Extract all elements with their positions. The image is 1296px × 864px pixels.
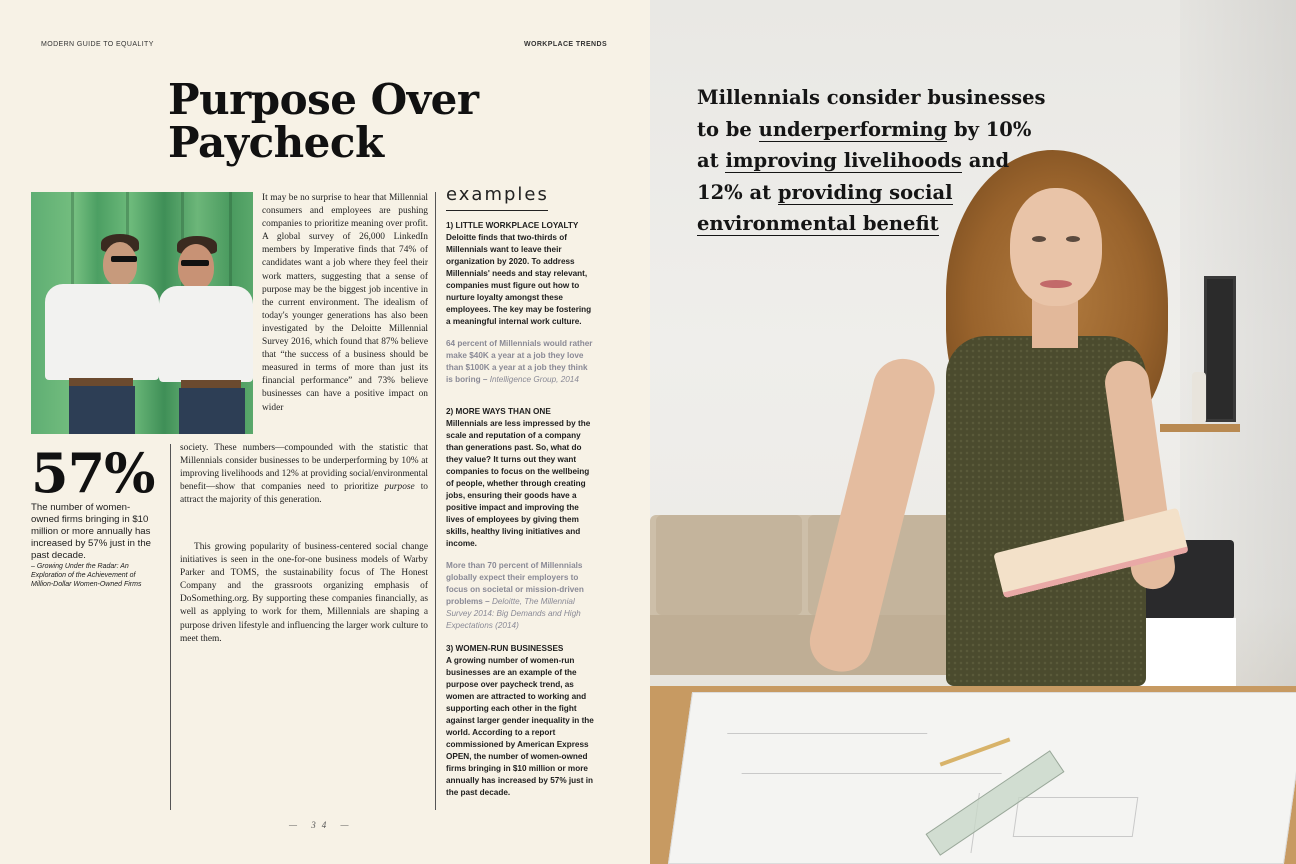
quote-underlined: underperforming — [758, 117, 948, 141]
body-paragraph-1-continued — [180, 442, 428, 507]
wall-shelf — [1160, 424, 1240, 432]
example-body: A growing number of women-run businesses are an example of the purpose over paycheck trend, as women are attracted to working and supporting each other in the fight against larger gender inequality in the world. According to a report commissioned by American Express OPEN, the number of women-owned firms bringing in $10 million or more annually has increased by 57% just in the past decade. — [446, 656, 594, 797]
example-heading: 1) LITTLE WORKPLACE LOYALTY — [446, 221, 579, 230]
sofa — [650, 515, 960, 675]
example-2 — [446, 406, 596, 632]
example-quote — [446, 560, 596, 632]
column-rule-right — [435, 192, 436, 810]
quote-underlined: providing social environmental benefit — [697, 180, 953, 235]
running-title-right: WORKPLACE TRENDS — [524, 41, 608, 48]
stat-source: – Growing Under the Radar: An Exploration of the Achievement of Million-Dollar Women-Owned Firms — [31, 563, 142, 588]
page-number-value: 34 — [311, 820, 333, 830]
body-paragraph-2-wrap — [180, 541, 428, 646]
quote-text: 64 percent of Millennials would rather make $40K a year at a job they love than $100K a year at a job they think is boring – — [446, 339, 593, 384]
example-heading: 2) MORE WAYS THAN ONE — [446, 407, 551, 416]
quote-citation: Deloitte, The Millennial Survey 2014: Big Demands and High Expectations (2014) — [446, 597, 581, 630]
blueprint-sheet — [668, 692, 1296, 864]
quote-text: by 10% at — [697, 117, 1032, 172]
example-body: Deloitte finds that two-thirds of Millennials want to leave their organization by 2020. To address Millennials' needs and stay relevant, companies must figure out how to nurture loyalty amongst these employees. The key may be fostering a meaningful internal work culture. — [446, 233, 592, 326]
page-number: — 34 — — [289, 820, 355, 830]
quote-text: More than 70 percent of Millennials globally expect their employers to focus on societal or mission-driven problems – — [446, 561, 584, 606]
emphasis-purpose: purpose — [384, 482, 415, 493]
example-quote — [446, 338, 596, 386]
quote-text: and 12% at — [697, 149, 1010, 204]
example-heading: 3) WOMEN-RUN BUSINESSES — [446, 644, 564, 653]
pull-quote — [697, 82, 1057, 240]
body-paragraph-2: This growing popularity of business-centered social change initiatives is seen in the one-for-one business models of Warby Parker and TOMS, the sustainability focus of The Honest Company and the grassroots organizing emphasis of DoSomething.org. By supporting these companies financially, as well as applying to work for them, Millennials are shaping a purpose driven lifestyle and influencing the larger work culture to meet them. — [180, 542, 428, 644]
examples-heading: examples — [446, 184, 549, 205]
quote-citation: Intelligence Group, 2014 — [489, 375, 579, 384]
quote-underlined: improving livelihoods — [725, 149, 962, 172]
examples-underline — [446, 210, 548, 211]
body-paragraph-1: It may be no surprise to hear that Millennial consumers and employees are pushing companies to prioritize meaning over profit. A global survey of 26,000 LinkedIn members by Imperative finds that 74% of candidates want a job where they feel their work matters, suggesting that a sense of purpose may be the biggest job incentive in the current environment. The idealism of today's younger generations has also been investigated by the Deloitte Millennial Survey 2016, which found that 87% believe that “the success of a business should be measured in terms of more than just its financial performance” and 73% believe businesses can have a positive impact on wider — [262, 193, 428, 413]
example-1 — [446, 220, 596, 386]
example-body: Millennials are less impressed by the scale and reputation of a company than generations past. So, what do they value? It turns out they want companies to focus on the wellbeing of people, whether through creating jobs, ensuring their goods have a positive impact and improving the lives of employees by giving them skills, healthy living initiatives and income. — [446, 419, 591, 548]
example-3 — [446, 643, 596, 799]
body-text: to attract the majority of this generation. — [180, 482, 428, 506]
woman-lips — [1040, 280, 1072, 288]
stat-caption: The number of women-owned firms bringing in $10 million or more annually has increased by 57% just in the past decade. — [31, 502, 151, 561]
article-title: Purpose Over Paycheck — [168, 75, 479, 167]
column-rule-left — [170, 444, 171, 810]
running-title-left: MODERN GUIDE TO EQUALITY — [41, 41, 154, 48]
quote-text: Millennials consider businesses to be — [697, 86, 1046, 141]
photo-two-men — [31, 192, 253, 434]
vase — [1192, 372, 1206, 424]
body-text: society. These numbers—compounded with the statistic that Millennials consider businesses to be underperforming by 10% at improving livelihoods and 12% at providing social/environmental benefit—show that companies need to prioritize — [180, 443, 428, 493]
stat-value: 57% — [31, 441, 155, 505]
picture-frame — [1204, 276, 1236, 422]
